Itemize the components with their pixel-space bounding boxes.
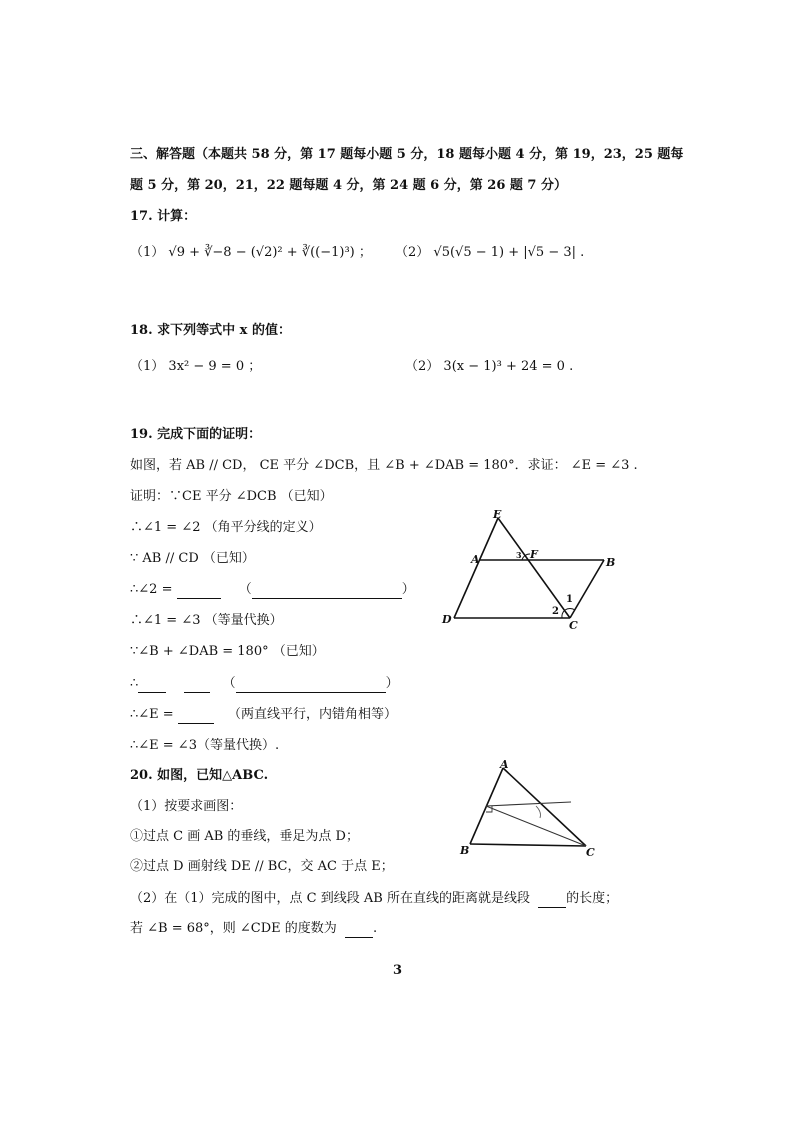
q20-angle-suffix: . xyxy=(372,921,378,936)
label-angle-1: 1 xyxy=(566,594,573,605)
q20-part2-prefix: （2）在（1）完成的图中，点 C 到线段 AB 所在直线的距离就是线段 xyxy=(130,891,530,906)
sketch-line-DE xyxy=(486,802,571,806)
q17-part1-expr: √9 + ∛−8 − (√2)² + ∛((−1)³) ； xyxy=(168,245,372,260)
q20-angle-blank[interactable] xyxy=(345,923,373,938)
q20-part1: （1）按要求画图： xyxy=(130,799,243,814)
q20-title: 20. 如图，已知△ABC. xyxy=(130,768,269,783)
q18-title: 18. 求下列等式中 x 的值： xyxy=(130,323,291,338)
sketch-line-DC xyxy=(486,806,586,846)
q19-step1: ∴∠1 = ∠2 （角平分线的定义） xyxy=(130,520,322,535)
q20-item2: ②过点 D 画射线 DE // BC，交 AC 于点 E； xyxy=(130,859,394,874)
q18-part2-label: （2） xyxy=(405,359,440,374)
q20-triangle-figure xyxy=(456,758,606,858)
section-header-line2: 题 5 分，第 20，21，22 题每题 4 分，第 24 题 6 分，第 26 题 7 分） xyxy=(130,178,567,193)
label-A: A xyxy=(500,758,509,771)
q19-step7-blank[interactable] xyxy=(178,709,214,724)
q19-step3: ∴∠2 = （ ） xyxy=(130,582,415,597)
label-B: B xyxy=(460,844,470,857)
q19-step6-prefix: ∴ xyxy=(130,676,139,691)
line-BC xyxy=(470,844,586,846)
q18-part2-expr: 3(x − 1)³ + 24 = 0 . xyxy=(443,359,574,374)
q17-title: 17. 计算： xyxy=(130,209,197,224)
q19-step6-blank-left[interactable] xyxy=(138,678,166,693)
q19-step7-reason: （两直线平行，内错角相等） xyxy=(227,707,397,722)
q17-part1-label: （1） xyxy=(130,245,165,260)
q19-step3-reason-blank[interactable] xyxy=(252,584,402,599)
q20-part2-suffix: 的长度； xyxy=(566,891,619,906)
sketch-mark xyxy=(536,806,541,818)
q19-step7 xyxy=(130,706,397,724)
label-A: A xyxy=(471,553,480,566)
q20-angle-prefix: 若 ∠B = 68°，则 ∠CDE 的度数为 xyxy=(130,921,337,936)
q19-step5: ∵∠B + ∠DAB = 180° （已知） xyxy=(130,644,325,659)
section-header-line1: 三、解答题（本题共 58 分，第 17 题每小题 5 分，18 题每小题 4 分，第 19，23，25 题每 xyxy=(130,147,684,162)
q18-part1-label: （1） xyxy=(130,359,165,374)
label-D: D xyxy=(442,613,452,626)
line-DE xyxy=(454,518,498,618)
q19-step3-prefix: ∴∠2 = xyxy=(130,582,177,597)
page-number: 3 xyxy=(393,963,403,978)
q19-step6-reason-blank[interactable] xyxy=(236,678,386,693)
line-EC xyxy=(498,518,570,618)
q19-step8: ∴∠E = ∠3（等量代换）. xyxy=(130,738,280,753)
q19-proof-start: 证明：∵CE 平分 ∠DCB （已知） xyxy=(130,489,333,504)
q20-angle xyxy=(130,920,377,938)
line-AC xyxy=(503,768,586,846)
q19-step7-prefix: ∴∠E = xyxy=(130,707,178,722)
q20-segment-blank[interactable] xyxy=(538,893,566,908)
q18-part1-expr: 3x² − 9 = 0 ； xyxy=(168,359,262,374)
label-B: B xyxy=(606,556,616,569)
q18-part2 xyxy=(405,358,573,376)
label-C: C xyxy=(586,846,595,858)
q19-step2: ∵ AB // CD （已知） xyxy=(130,551,255,566)
q19-step6: ∴ （ ） xyxy=(130,676,399,691)
q19-step3-blank[interactable] xyxy=(177,584,221,599)
q20-part2 xyxy=(130,890,618,908)
q18-part1 xyxy=(130,358,261,376)
q19-step6-blank-right[interactable] xyxy=(184,678,210,693)
q20-item1: ①过点 C 画 AB 的垂线，垂足为点 D； xyxy=(130,829,359,844)
q17-part1 xyxy=(130,244,372,262)
q19-step4: ∴∠1 = ∠3 （等量代换） xyxy=(130,613,283,628)
label-C: C xyxy=(569,619,578,632)
q19-given: 如图，若 AB // CD， CE 平分 ∠DCB，且 ∠B + ∠DAB = 180°．求证： ∠E = ∠3 . xyxy=(130,458,638,473)
q17-part2-expr: √5(√5 − 1) + |√5 − 3| . xyxy=(433,245,585,260)
label-F: F xyxy=(530,548,538,561)
line-BC xyxy=(570,560,604,618)
label-E: E xyxy=(493,508,502,521)
q17-part2-label: （2） xyxy=(395,245,430,260)
q17-part2 xyxy=(395,244,584,262)
angle-1-arc xyxy=(565,608,575,610)
q19-geometry-figure xyxy=(438,508,618,632)
q19-title: 19. 完成下面的证明： xyxy=(130,427,262,442)
label-angle-3: 3 xyxy=(516,550,522,560)
label-angle-2: 2 xyxy=(552,606,559,617)
